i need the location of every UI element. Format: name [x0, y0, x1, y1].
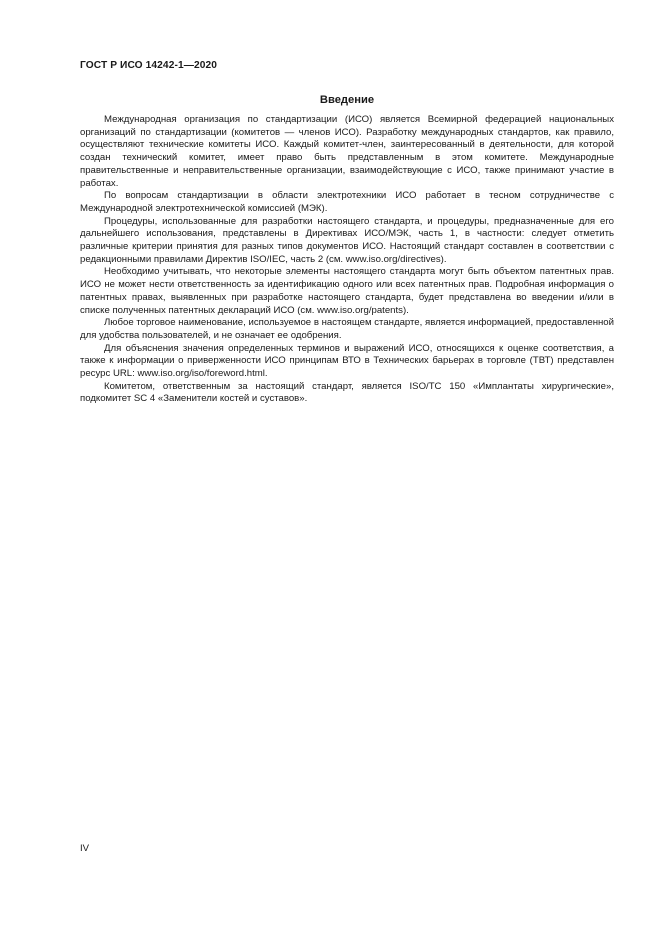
paragraph-committee: Комитетом, ответственным за настоящий стандарт, является ISO/TC 150 «Имплантаты хирургические», подкомитет SC 4 «Заменители костей и суставов».	[80, 380, 614, 405]
paragraph-trade-names: Любое торговое наименование, используемое в настоящем стандарте, является информацией, предоставленной для удобства пользователей, и не означает ее одобрения.	[80, 317, 614, 341]
paragraph-iec-cooperation: По вопросам стандартизации в области электротехники ИСО работает в тесном сотрудничестве с Международной электротехнической комиссией (МЭК).	[80, 190, 614, 214]
section-title: Введение	[319, 94, 375, 106]
paragraph-iso-organization: Международная организация по стандартизации (ИСО) является Всемирной федерацией национальных организаций по стандартизации (комитетов — членов ИСО). Разработку международных стандартов, как правило, осуществляют технические комитеты ИСО. Каждый комитет-член, заинтересованный в деятельности, для которой создан технический комитет, имеет право быть представленным в этом комитете. Международные правительственные и неправительственные организации, взаимодействующие с ИСО, также принимают участие в работах.	[80, 114, 614, 189]
page-number: IV	[80, 843, 90, 854]
introduction-body	[80, 114, 614, 406]
paragraph-conformity-terms: Для объяснения значения определенных терминов и выражений ИСО, относящихся к оценке соответствия, а также к информации о приверженности ИСО принципам ВТО в Технических барьерах в торговле (ТВТ) представлен ресурс URL: www.iso.org/iso/foreword.html.	[80, 342, 614, 380]
document-code-header: ГОСТ Р ИСО 14242-1—2020	[80, 60, 218, 71]
paragraph-procedures: Процедуры, использованные для разработки настоящего стандарта, и процедуры, предназначенные для его дальнейшего использования, представлены в Директивах ИСО/МЭК, часть 1, в частности: следует отметить различные критерии принятия для разных типов документов ИСО. Настоящий стандарт составлен в соответствии с редакционными правилами Директив ISO/IEC, часть 2 (см. www.iso.org/directives).	[80, 215, 614, 265]
paragraph-patents: Необходимо учитывать, что некоторые элементы настоящего стандарта могут быть объектом патентных прав. ИСО не может нести ответственность за идентификацию одного или всех патентных прав. Подробная информация о патентных правах, выявленных при разработке настоящего стандарта, будет представлена во введении и/или в списке полученных патентных деклараций ИСО (см. www.iso.org/patents).	[80, 266, 614, 316]
